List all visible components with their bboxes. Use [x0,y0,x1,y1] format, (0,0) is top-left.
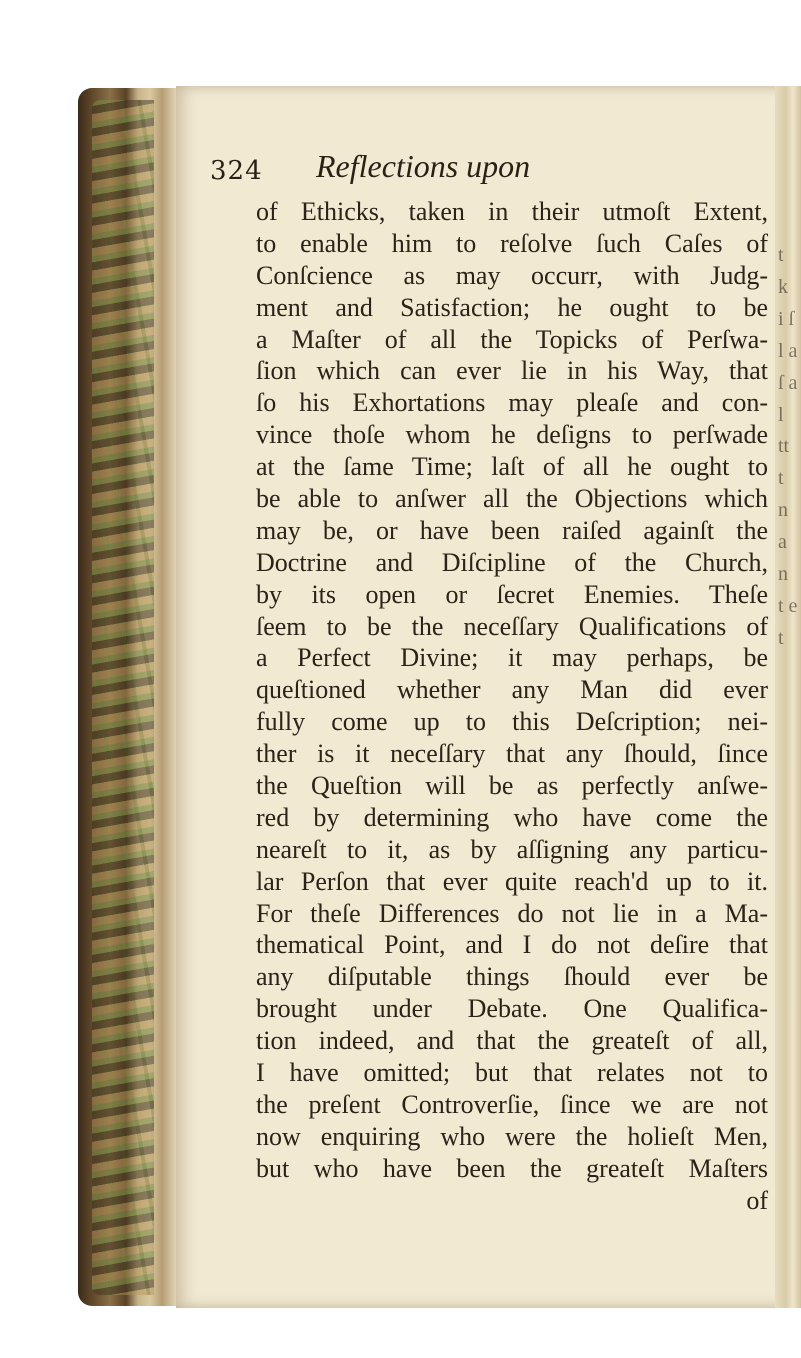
text-line: tion indeed, and that the greateſt of all, [256,1026,768,1056]
body-text [256,196,768,1217]
text-line: to enable him to reſolve ſuch Caſes of [256,228,768,258]
text-line: the Queſtion will be as perfectly anſwe- [256,771,768,801]
text-line: of Ethicks, taken in their utmoſt Extent, [256,197,768,226]
text-line: I have omitted; but that relates not to [256,1058,768,1088]
catchword: of [746,1185,768,1215]
text-line: at the ſame Time; laſt of all he ought to [256,452,768,482]
text-line: ſeem to be the neceſſary Qualifications of [256,611,768,641]
text-line: queſtioned whether any Man did ever [256,675,768,705]
text-line: by its open or ſecret Enemies. Theſe [256,579,768,609]
text-line: neareſt to it, as by aſſigning any particu- [256,834,768,864]
text-line: Doctrine and Diſcipline of the Church, [256,547,768,577]
marbled-endpaper [92,100,154,1295]
text-line: a Perfect Divine; it may perhaps, be [256,643,768,673]
text-line: a Maſter of all the Topicks of Perſwa- [256,324,768,354]
text-line: ſion which can ever lie in his Way, that [256,356,768,386]
text-line: ſo his Exhortations may pleaſe and con- [256,388,768,418]
text-line: ment and Satisfaction; he ought to be [256,292,768,322]
text-line: ther is it neceſſary that any ſhould, ſince [256,739,768,769]
text-line: For theſe Differences do not lie in a Ma- [256,898,768,928]
text-line: now enquiring who were the holieſt Men, [256,1121,768,1151]
text-line: red by determining who have come the [256,802,768,832]
running-head: Reflections upon [316,148,531,184]
text-line: Conſcience as may occurr, with Judg- [256,260,768,290]
text-line: be able to anſwer all the Objections which [256,484,768,514]
page-number: 324 [210,156,263,186]
facing-page-bleed-through: t k i ſ l a ſ a l tt t n a n t e t [778,244,798,649]
text-line: lar Perſon that ever quite reach'd up to it. [256,866,768,896]
text-line: may be, or have been raiſed againſt the [256,515,768,545]
text-line: fully come up to this Deſcription; nei- [256,707,768,737]
text-line: the preſent Controverſie, ſince we are not [256,1089,768,1119]
text-line: vince thoſe whom he deſigns to perſwade [256,420,768,450]
text-line: any diſputable things ſhould ever be [256,962,768,992]
text-line: brought under Debate. One Qualifica- [256,994,768,1024]
text-line: thematical Point, and I do not deſire that [256,930,768,960]
text-line: but who have been the greateſt Maſters [256,1153,768,1183]
